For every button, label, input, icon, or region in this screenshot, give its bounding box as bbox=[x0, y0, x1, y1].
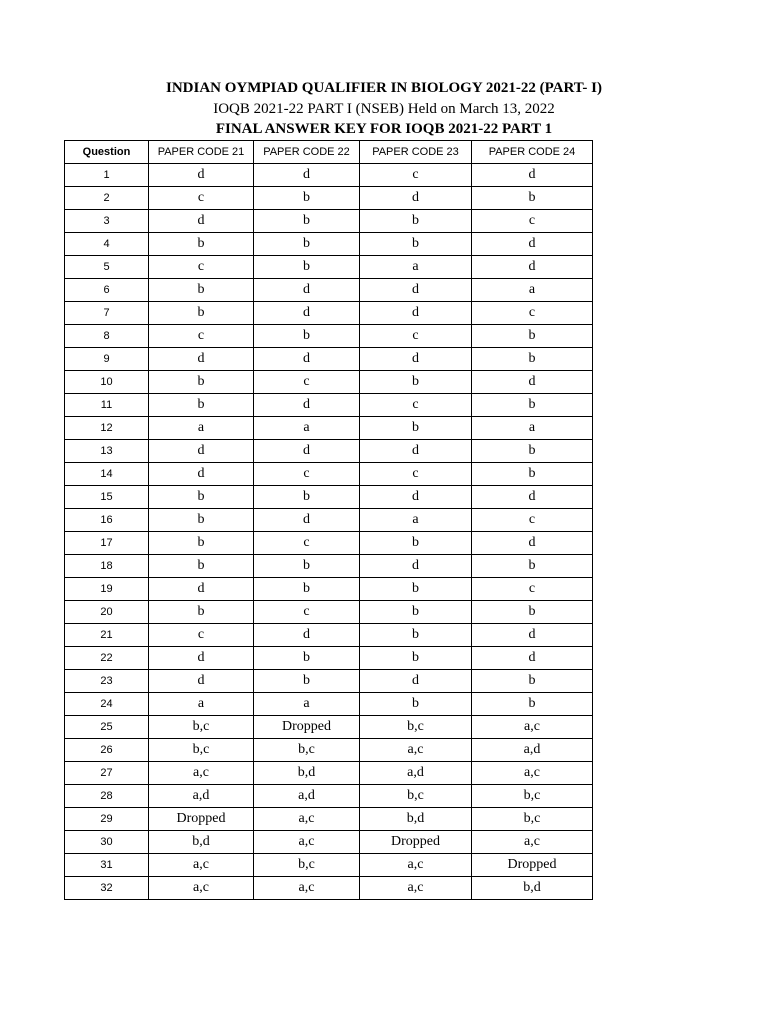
table-row bbox=[65, 624, 593, 647]
question-number: 3 bbox=[65, 210, 149, 233]
table-row bbox=[65, 532, 593, 555]
answer-code-24: d bbox=[472, 371, 593, 394]
column-header-paper-code-21: PAPER CODE 21 bbox=[149, 141, 254, 164]
answer-code-23: c bbox=[360, 463, 472, 486]
answer-code-21: b,d bbox=[149, 831, 254, 854]
question-number: 16 bbox=[65, 509, 149, 532]
answer-code-21: a,d bbox=[149, 785, 254, 808]
question-number: 22 bbox=[65, 647, 149, 670]
answer-code-23: b,c bbox=[360, 716, 472, 739]
answer-code-23: b bbox=[360, 210, 472, 233]
table-row bbox=[65, 578, 593, 601]
answer-code-23: b bbox=[360, 532, 472, 555]
table-row bbox=[65, 463, 593, 486]
answer-code-21: b bbox=[149, 371, 254, 394]
question-number: 5 bbox=[65, 256, 149, 279]
table-row bbox=[65, 693, 593, 716]
answer-code-24: c bbox=[472, 302, 593, 325]
answer-code-23: a,c bbox=[360, 877, 472, 900]
answer-code-21: a bbox=[149, 417, 254, 440]
answer-code-22: a,c bbox=[254, 831, 360, 854]
answer-code-22: d bbox=[254, 164, 360, 187]
answer-code-23: d bbox=[360, 187, 472, 210]
answer-code-21: b bbox=[149, 532, 254, 555]
answer-code-21: b bbox=[149, 279, 254, 302]
answer-code-24: d bbox=[472, 233, 593, 256]
answer-code-23: b bbox=[360, 578, 472, 601]
answer-code-24: b bbox=[472, 348, 593, 371]
answer-code-24: d bbox=[472, 486, 593, 509]
answer-code-21: d bbox=[149, 164, 254, 187]
table-row bbox=[65, 187, 593, 210]
answer-code-21: d bbox=[149, 578, 254, 601]
table-row bbox=[65, 601, 593, 624]
answer-code-22: d bbox=[254, 394, 360, 417]
answer-code-21: c bbox=[149, 187, 254, 210]
answer-code-22: a,d bbox=[254, 785, 360, 808]
table-row bbox=[65, 808, 593, 831]
answer-code-24: b bbox=[472, 601, 593, 624]
answer-code-22: b bbox=[254, 256, 360, 279]
answer-code-24: a,d bbox=[472, 739, 593, 762]
answer-code-23: c bbox=[360, 325, 472, 348]
answer-code-23: b bbox=[360, 647, 472, 670]
table-row bbox=[65, 509, 593, 532]
question-number: 29 bbox=[65, 808, 149, 831]
table-row bbox=[65, 785, 593, 808]
answer-code-23: a,c bbox=[360, 739, 472, 762]
table-row bbox=[65, 670, 593, 693]
answer-code-22: d bbox=[254, 624, 360, 647]
answer-code-23: d bbox=[360, 279, 472, 302]
answer-code-21: d bbox=[149, 348, 254, 371]
answer-code-22: a,c bbox=[254, 877, 360, 900]
question-number: 28 bbox=[65, 785, 149, 808]
table-row bbox=[65, 210, 593, 233]
answer-code-23: d bbox=[360, 348, 472, 371]
answer-code-21: Dropped bbox=[149, 808, 254, 831]
table-row bbox=[65, 486, 593, 509]
answer-code-21: b bbox=[149, 509, 254, 532]
answer-code-21: b bbox=[149, 555, 254, 578]
answer-code-23: b bbox=[360, 624, 472, 647]
table-row bbox=[65, 279, 593, 302]
answer-code-23: d bbox=[360, 486, 472, 509]
answer-code-21: b bbox=[149, 302, 254, 325]
answer-code-23: Dropped bbox=[360, 831, 472, 854]
answer-code-23: a,d bbox=[360, 762, 472, 785]
table-row bbox=[65, 877, 593, 900]
answer-code-21: b bbox=[149, 486, 254, 509]
answer-code-22: c bbox=[254, 601, 360, 624]
question-number: 20 bbox=[65, 601, 149, 624]
answer-code-23: d bbox=[360, 302, 472, 325]
answer-code-22: b bbox=[254, 670, 360, 693]
answer-code-21: b,c bbox=[149, 739, 254, 762]
answer-code-22: b bbox=[254, 187, 360, 210]
table-row bbox=[65, 555, 593, 578]
answer-code-22: c bbox=[254, 532, 360, 555]
table-row bbox=[65, 854, 593, 877]
answer-code-22: b,c bbox=[254, 854, 360, 877]
answer-code-24: b bbox=[472, 187, 593, 210]
answer-code-22: b,c bbox=[254, 739, 360, 762]
table-row bbox=[65, 348, 593, 371]
question-number: 2 bbox=[65, 187, 149, 210]
answer-code-21: d bbox=[149, 647, 254, 670]
answer-code-23: a bbox=[360, 509, 472, 532]
question-number: 10 bbox=[65, 371, 149, 394]
answer-code-24: d bbox=[472, 624, 593, 647]
question-number: 31 bbox=[65, 854, 149, 877]
question-number: 24 bbox=[65, 693, 149, 716]
answer-code-21: c bbox=[149, 256, 254, 279]
answer-code-24: b bbox=[472, 394, 593, 417]
answer-code-23: d bbox=[360, 670, 472, 693]
question-number: 30 bbox=[65, 831, 149, 854]
column-header-paper-code-22: PAPER CODE 22 bbox=[254, 141, 360, 164]
answer-code-22: d bbox=[254, 302, 360, 325]
table-row bbox=[65, 233, 593, 256]
answer-code-24: a bbox=[472, 279, 593, 302]
answer-code-24: b bbox=[472, 463, 593, 486]
answer-code-24: b,d bbox=[472, 877, 593, 900]
question-number: 11 bbox=[65, 394, 149, 417]
answer-code-22: b bbox=[254, 555, 360, 578]
table-row bbox=[65, 164, 593, 187]
table-row bbox=[65, 440, 593, 463]
answer-code-23: b bbox=[360, 233, 472, 256]
table-row bbox=[65, 739, 593, 762]
answer-code-21: b,c bbox=[149, 716, 254, 739]
document-title: INDIAN OYMPIAD QUALIFIER IN BIOLOGY 2021-22 (PART- I) bbox=[165, 80, 603, 96]
answer-code-22: c bbox=[254, 371, 360, 394]
answer-code-24: d bbox=[472, 647, 593, 670]
answer-code-22: b bbox=[254, 233, 360, 256]
answer-code-21: b bbox=[149, 233, 254, 256]
answer-code-23: d bbox=[360, 555, 472, 578]
answer-code-21: b bbox=[149, 394, 254, 417]
answer-code-23: d bbox=[360, 440, 472, 463]
answer-code-21: d bbox=[149, 210, 254, 233]
answer-code-24: a,c bbox=[472, 831, 593, 854]
question-number: 1 bbox=[65, 164, 149, 187]
answer-code-21: a,c bbox=[149, 762, 254, 785]
question-number: 12 bbox=[65, 417, 149, 440]
answer-code-22: d bbox=[254, 509, 360, 532]
answer-code-23: a,c bbox=[360, 854, 472, 877]
question-number: 14 bbox=[65, 463, 149, 486]
answer-code-24: a bbox=[472, 417, 593, 440]
answer-code-22: a,c bbox=[254, 808, 360, 831]
table-row bbox=[65, 417, 593, 440]
answer-code-24: b bbox=[472, 693, 593, 716]
answer-code-21: b bbox=[149, 601, 254, 624]
table-header-row bbox=[65, 141, 593, 164]
answer-code-22: Dropped bbox=[254, 716, 360, 739]
answer-code-23: a bbox=[360, 256, 472, 279]
answer-code-24: b bbox=[472, 440, 593, 463]
answer-code-24: a,c bbox=[472, 762, 593, 785]
answer-code-21: d bbox=[149, 463, 254, 486]
answer-code-23: b bbox=[360, 371, 472, 394]
answer-code-22: a bbox=[254, 417, 360, 440]
question-number: 7 bbox=[65, 302, 149, 325]
answer-code-24: b,c bbox=[472, 785, 593, 808]
question-number: 8 bbox=[65, 325, 149, 348]
answer-code-24: c bbox=[472, 210, 593, 233]
question-number: 23 bbox=[65, 670, 149, 693]
answer-code-24: a,c bbox=[472, 716, 593, 739]
answer-key-title: FINAL ANSWER KEY FOR IOQB 2021-22 PART 1 bbox=[215, 121, 553, 137]
answer-code-22: b bbox=[254, 578, 360, 601]
question-number: 19 bbox=[65, 578, 149, 601]
answer-code-24: c bbox=[472, 578, 593, 601]
answer-key-body bbox=[65, 164, 593, 900]
question-number: 6 bbox=[65, 279, 149, 302]
table-row bbox=[65, 325, 593, 348]
answer-code-21: c bbox=[149, 624, 254, 647]
question-number: 17 bbox=[65, 532, 149, 555]
answer-code-24: b bbox=[472, 325, 593, 348]
table-row bbox=[65, 647, 593, 670]
question-number: 9 bbox=[65, 348, 149, 371]
question-number: 32 bbox=[65, 877, 149, 900]
answer-code-21: a,c bbox=[149, 854, 254, 877]
answer-code-24: Dropped bbox=[472, 854, 593, 877]
answer-code-24: d bbox=[472, 256, 593, 279]
answer-code-23: b bbox=[360, 693, 472, 716]
answer-code-24: b bbox=[472, 670, 593, 693]
question-number: 15 bbox=[65, 486, 149, 509]
answer-code-21: d bbox=[149, 440, 254, 463]
answer-code-23: c bbox=[360, 164, 472, 187]
answer-code-24: b,c bbox=[472, 808, 593, 831]
table-row bbox=[65, 831, 593, 854]
answer-code-23: b bbox=[360, 601, 472, 624]
answer-code-22: c bbox=[254, 463, 360, 486]
question-number: 13 bbox=[65, 440, 149, 463]
answer-code-22: b bbox=[254, 647, 360, 670]
answer-code-22: a bbox=[254, 693, 360, 716]
document-subtitle: IOQB 2021-22 PART I (NSEB) Held on March 13, 2022 bbox=[213, 101, 555, 117]
answer-code-21: a,c bbox=[149, 877, 254, 900]
answer-code-24: d bbox=[472, 532, 593, 555]
answer-code-23: b,d bbox=[360, 808, 472, 831]
answer-code-24: b bbox=[472, 555, 593, 578]
answer-code-24: d bbox=[472, 164, 593, 187]
answer-code-22: b bbox=[254, 486, 360, 509]
question-number: 27 bbox=[65, 762, 149, 785]
answer-code-23: b bbox=[360, 417, 472, 440]
table-row bbox=[65, 762, 593, 785]
answer-code-24: c bbox=[472, 509, 593, 532]
table-row bbox=[65, 371, 593, 394]
answer-code-22: b,d bbox=[254, 762, 360, 785]
answer-code-22: d bbox=[254, 279, 360, 302]
question-number: 26 bbox=[65, 739, 149, 762]
answer-code-22: b bbox=[254, 210, 360, 233]
answer-code-21: d bbox=[149, 670, 254, 693]
question-number: 21 bbox=[65, 624, 149, 647]
column-header-question: Question bbox=[65, 141, 149, 164]
table-row bbox=[65, 256, 593, 279]
question-number: 18 bbox=[65, 555, 149, 578]
column-header-paper-code-24: PAPER CODE 24 bbox=[472, 141, 593, 164]
table-row bbox=[65, 716, 593, 739]
column-header-paper-code-23: PAPER CODE 23 bbox=[360, 141, 472, 164]
answer-key-table bbox=[64, 140, 593, 900]
answer-code-21: c bbox=[149, 325, 254, 348]
answer-code-23: b,c bbox=[360, 785, 472, 808]
question-number: 25 bbox=[65, 716, 149, 739]
answer-code-21: a bbox=[149, 693, 254, 716]
answer-code-22: d bbox=[254, 440, 360, 463]
table-row bbox=[65, 302, 593, 325]
question-number: 4 bbox=[65, 233, 149, 256]
answer-code-22: d bbox=[254, 348, 360, 371]
table-row bbox=[65, 394, 593, 417]
answer-code-23: c bbox=[360, 394, 472, 417]
answer-code-22: b bbox=[254, 325, 360, 348]
